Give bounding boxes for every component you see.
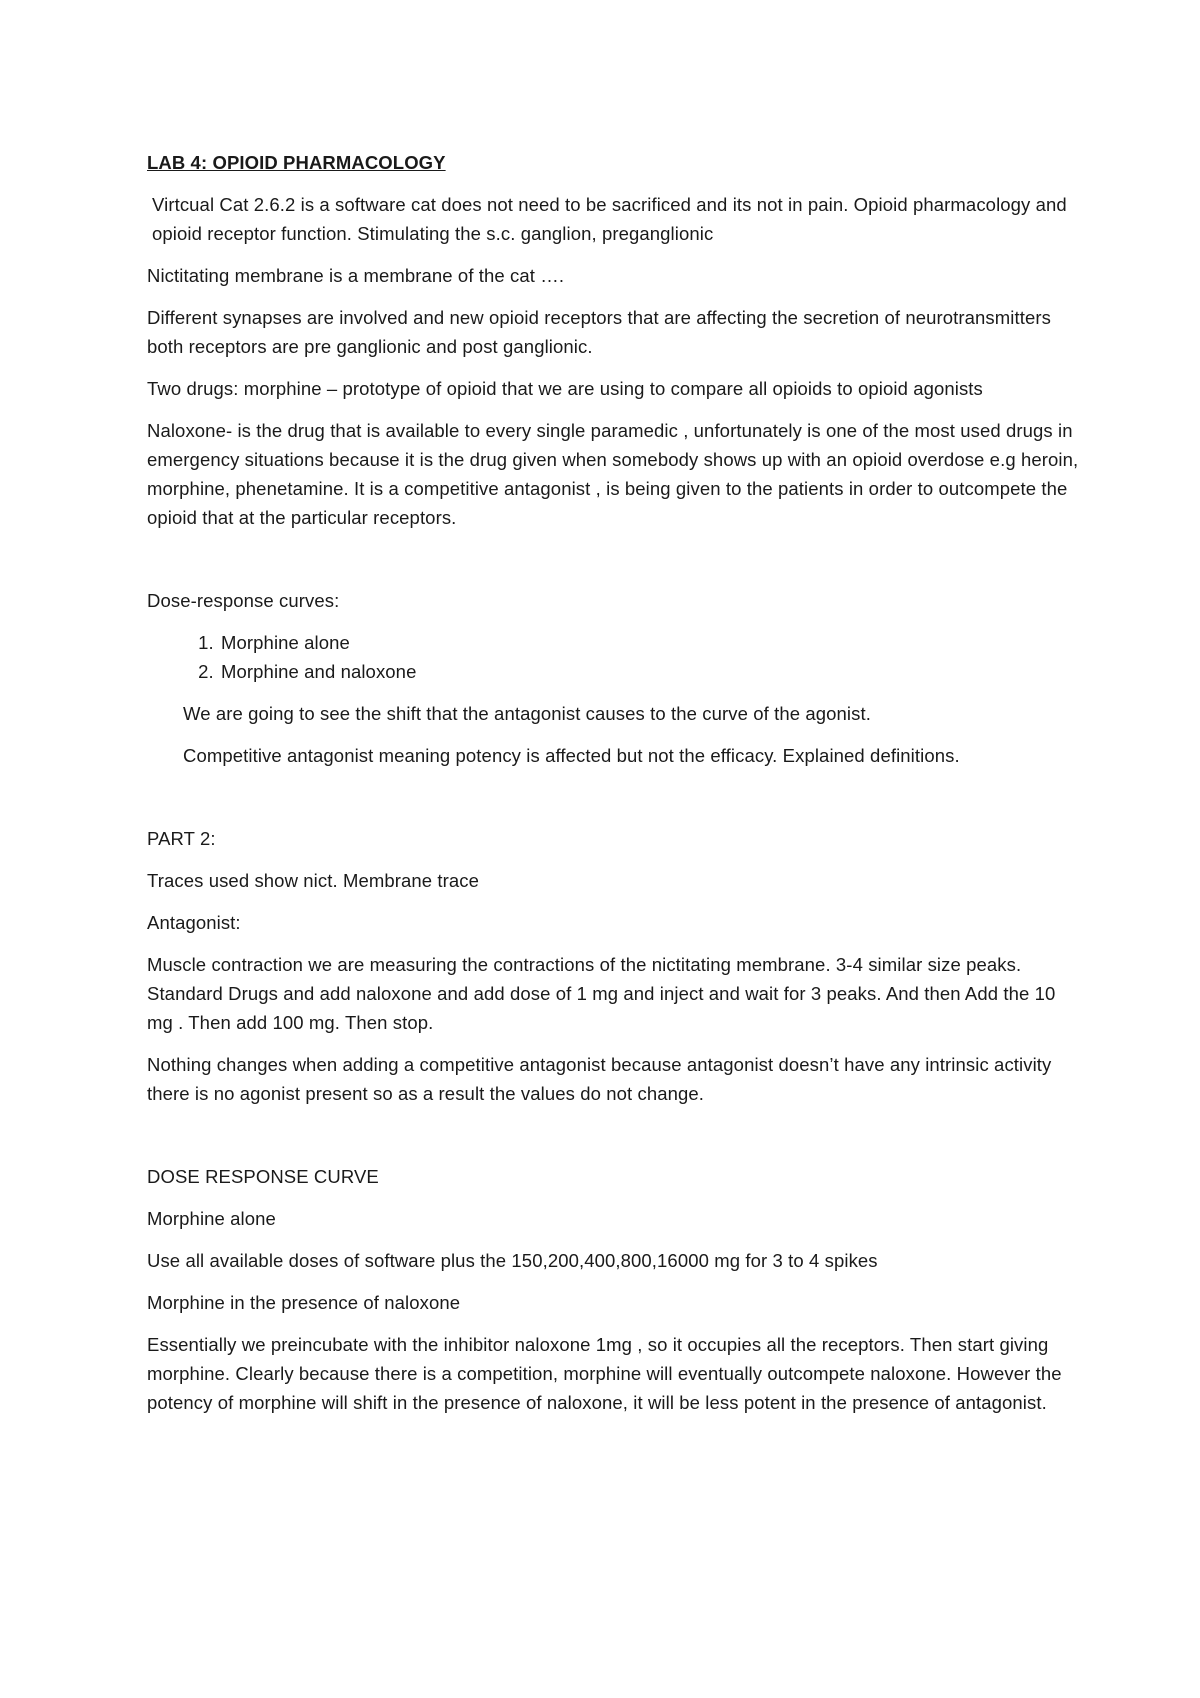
doses-paragraph: Use all available doses of software plus the 150,200,400,800,16000 mg for 3 to 4 spikes [147,1250,878,1271]
preincubate-paragraph: Essentially we preincubate with the inhibitor naloxone 1mg , so it occupies all the receptors. Then start giving morphine. Clearly because there is a competition, morphine will eventually outcompete naloxone. However the potency of morphine will shift in the presence of naloxone, it will be less potent in the presence of antagonist. [147,1334,1062,1413]
list-item: 1. Morphine alone [219,628,1080,657]
intro-paragraph: Virtcual Cat 2.6.2 is a software cat does not need to be sacrificed and its not in pain. Opioid pharmacology and opioid receptor function. Stimulating the s.c. ganglion, preganglionic [152,194,1067,244]
spacer [147,1121,1080,1162]
nothing-changes-paragraph: Nothing changes when adding a competitive antagonist because antagonist doesn’t have any intrinsic activity there is no agonist present so as a result the values do not change. [147,1054,1052,1104]
morphine-presence-label: Morphine in the presence of naloxone [147,1292,461,1313]
dose-response-heading: Dose-response curves: [147,590,340,611]
competitive-paragraph: Competitive antagonist meaning potency is affected but not the efficacy. Explained definitions. [183,745,960,766]
antagonist-label: Antagonist: [147,912,241,933]
spacer [147,545,1080,586]
muscle-paragraph: Muscle contraction we are measuring the contractions of the nictitating membrane. 3-4 similar size peaks. Standard Drugs and add naloxone and add dose of 1 mg and inject and wait for 3 peaks. And then Add the 10 mg . Then add 100 mg. Then stop. [147,954,1056,1033]
nictitating-paragraph: Nictitating membrane is a membrane of the cat …. [147,265,565,286]
drc-heading: DOSE RESPONSE CURVE [147,1166,379,1187]
synapses-paragraph: Different synapses are involved and new opioid receptors that are affecting the secretion of neurotransmitters both receptors are pre ganglionic and post ganglionic. [147,307,1051,357]
spacer [147,783,1080,824]
curves-list [147,628,1080,686]
list-item: 2. Morphine and naloxone [219,657,1080,686]
morphine-alone-label: Morphine alone [147,1208,276,1229]
two-drugs-paragraph: Two drugs: morphine – prototype of opioid that we are using to compare all opioids to opioid agonists [147,378,983,399]
document-title: LAB 4: OPIOID PHARMACOLOGY [147,152,446,173]
shift-paragraph: We are going to see the shift that the antagonist causes to the curve of the agonist. [183,703,871,724]
part2-heading: PART 2: [147,828,216,849]
traces-paragraph: Traces used show nict. Membrane trace [147,870,480,891]
naloxone-paragraph: Naloxone- is the drug that is available to every single paramedic , unfortunately is one of the most used drugs in emergency situations because it is the drug given when somebody shows up with an opioid overdose e.g heroin, morphine, phenetamine. It is a competitive antagonist , is being given to the patients in order to outcompete the opioid that at the particular receptors. [147,420,1079,528]
